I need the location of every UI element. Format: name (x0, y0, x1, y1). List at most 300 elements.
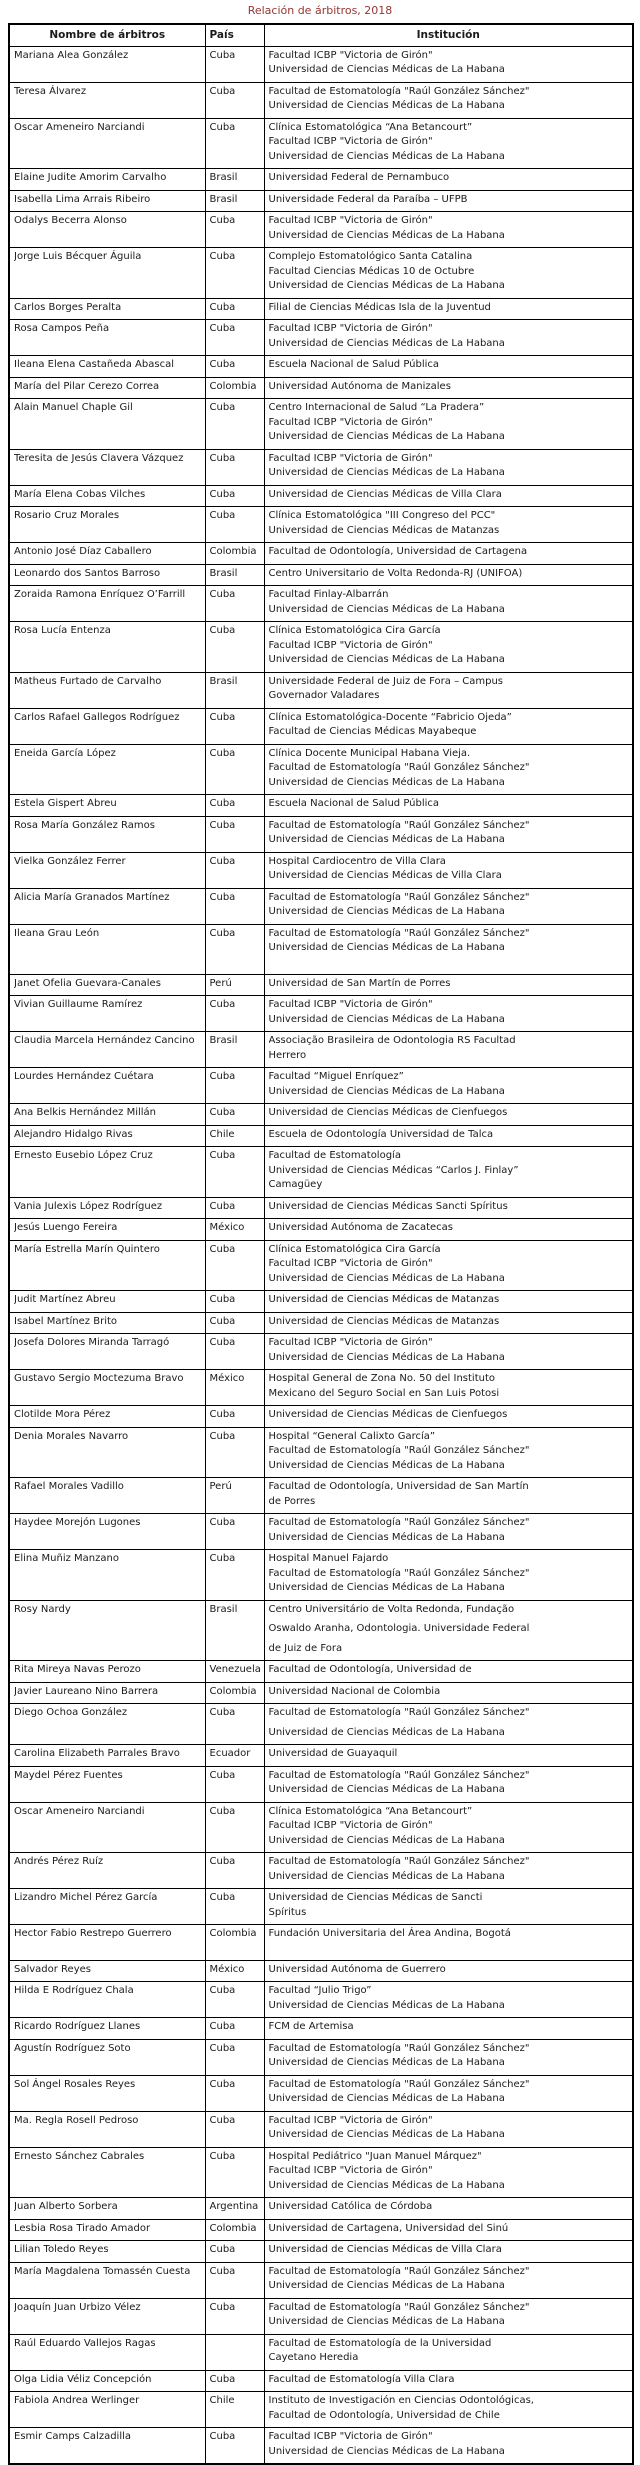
referee-country: Brasil (205, 169, 264, 191)
referee-country: Cuba (205, 1291, 264, 1313)
referee-name: Matheus Furtado de Carvalho (9, 672, 205, 708)
institution-line: Facultad de Estomatología "Raúl González Sánchez" (268, 927, 530, 939)
referee-country: Cuba (205, 1766, 264, 1802)
institution-line: Facultad de Ciencias Médicas Mayabeque (268, 726, 477, 737)
referee-name: Alain Manuel Chaple Gil (9, 399, 205, 450)
referee-country: Cuba (205, 1104, 264, 1126)
table-row (9, 507, 633, 543)
referee-country: Brasil (205, 672, 264, 708)
referee-name: Oscar Ameneiro Narciandi (9, 1802, 205, 1853)
referee-country: México (205, 1219, 264, 1241)
referee-country: Cuba (205, 1147, 264, 1198)
referee-name: Teresita de Jesús Clavera Vázquez (9, 449, 205, 485)
table-row (9, 816, 633, 852)
institution-line: Universidad de Ciencias Médicas de La Habana (268, 150, 505, 162)
referee-name: Maydel Pérez Fuentes (9, 1766, 205, 1802)
institution-line: Universidad de Ciencias Médicas de Cienfuegos (268, 1107, 508, 1118)
institution-line: Escuela Nacional de Salud Pública (268, 359, 440, 370)
institution-line: Centro Internacional de Salud “La Pradera” (268, 402, 485, 413)
table-row (9, 2219, 633, 2241)
table-row (9, 1960, 633, 1982)
institution-line: Facultad Finlay-Albarrán (268, 589, 389, 600)
institution-line: Facultad “Miguel Enríquez” (268, 1071, 404, 1082)
institution-line: Universidad de Ciencias Médicas de La Habana (268, 467, 505, 478)
institution-line: Universidad de San Martín de Porres (268, 977, 451, 989)
referee-name: Rosa Lucía Entenza (9, 622, 205, 673)
referee-country: Cuba (205, 1427, 264, 1478)
referee-country: Cuba (205, 320, 264, 356)
table-row (9, 1197, 633, 1219)
referee-country: Ecuador (205, 1745, 264, 1767)
institution-line: Spíritus (268, 1906, 307, 1918)
referee-name: Jorge Luis Bécquer Águila (9, 248, 205, 299)
institution-line: Universidad de Ciencias Médicas de La Habana (268, 1272, 505, 1284)
referee-name: Oscar Ameneiro Narciandi (9, 118, 205, 169)
institution-line: Facultad ICBP "Victoria de Girón" (268, 323, 433, 334)
referee-country: Argentina (205, 2198, 264, 2220)
table-row (9, 543, 633, 565)
referee-country: Cuba (205, 1704, 264, 1745)
referee-name: Gustavo Sergio Moctezuma Bravo (9, 1370, 205, 1406)
referee-name: Josefa Dolores Miranda Tarragó (9, 1334, 205, 1370)
referee-name: Eneida García López (9, 744, 205, 795)
referee-name: Andrés Pérez Ruíz (9, 1853, 205, 1889)
referees-table (8, 23, 634, 2465)
institution-line: Facultad ICBP "Victoria de Girón" (268, 1820, 433, 1831)
referee-name: Agustín Rodríguez Soto (9, 2039, 205, 2075)
referee-institution (264, 1478, 633, 1514)
referee-institution (264, 1802, 633, 1853)
referee-institution (264, 1147, 633, 1198)
institution-line: Facultad ICBP "Victoria de Girón" (268, 2114, 433, 2126)
table-row (9, 672, 633, 708)
referee-institution (264, 888, 633, 924)
referee-country: Cuba (205, 622, 264, 673)
referee-name: María Estrella Marín Quintero (9, 1240, 205, 1291)
institution-line: FCM de Artemisa (268, 2021, 354, 2032)
table-row (9, 1889, 633, 1925)
table-row (9, 2018, 633, 2040)
referee-country: Cuba (205, 2428, 264, 2465)
referee-institution (264, 1032, 633, 1068)
referee-country: Chile (205, 1125, 264, 1147)
referee-country: Cuba (205, 248, 264, 299)
institution-line: Universidad de Ciencias Médicas de La Habana (268, 2093, 505, 2104)
referee-institution (264, 1068, 633, 1104)
table-row (9, 2198, 633, 2220)
institution-line: Universidad de Ciencias Médicas “Carlos J. Finlay” (268, 1164, 519, 1176)
table-row (9, 82, 633, 118)
referee-name: Fabiola Andrea Werlinger (9, 2392, 205, 2428)
referee-country: Brasil (205, 1032, 264, 1068)
referee-institution (264, 996, 633, 1032)
referee-country: Perú (205, 1478, 264, 1514)
referee-name: Alicia María Granados Martínez (9, 888, 205, 924)
institution-line: Mexicano del Seguro Social en San Luis Potosi (268, 1387, 500, 1399)
table-row (9, 2241, 633, 2263)
referee-name: Ileana Grau León (9, 924, 205, 974)
table-row (9, 46, 633, 82)
institution-line: Universidad de Ciencias Médicas de Villa Clara (268, 488, 502, 500)
institution-line: Universidad de Ciencias Médicas de La Habana (268, 337, 505, 349)
referee-institution (264, 1661, 633, 1683)
referee-institution (264, 169, 633, 191)
institution-line: Facultad ICBP "Victoria de Girón" (268, 1337, 433, 1348)
referee-country: Cuba (205, 586, 264, 622)
referee-institution (264, 1925, 633, 1961)
institution-line: Universidad de Ciencias Médicas de La Habana (268, 64, 505, 75)
institution-line: Universidad Autónoma de Manizales (268, 380, 451, 392)
referee-institution (264, 212, 633, 248)
referee-country: Cuba (205, 924, 264, 974)
referee-institution (264, 543, 633, 565)
referee-country: Cuba (205, 356, 264, 378)
institution-line: Facultad de Estomatología de la Universidad (268, 2337, 492, 2349)
table-row (9, 1068, 633, 1104)
institution-line: Universidad Autónoma de Zacatecas (268, 1222, 454, 1233)
institution-line: Facultad de Estomatología "Raúl González Sánchez" (268, 2265, 530, 2277)
referee-institution (264, 46, 633, 82)
referee-country: Cuba (205, 1334, 264, 1370)
referee-institution (264, 672, 633, 708)
referee-name: Lizandro Michel Pérez García (9, 1889, 205, 1925)
institution-line: Universidad Católica de Córdoba (268, 2201, 433, 2212)
table-row (9, 1125, 633, 1147)
referee-name: Teresa Álvarez (9, 82, 205, 118)
table-row (9, 586, 633, 622)
referee-country: Cuba (205, 888, 264, 924)
table-row (9, 1982, 633, 2018)
referee-institution (264, 1704, 633, 1745)
referee-name: Sol Ángel Rosales Reyes (9, 2075, 205, 2111)
institution-line: Clínica Estomatológica Cira García (268, 1243, 441, 1255)
institution-line: Universidade Federal de Juiz de Fora – Campus (268, 675, 504, 687)
institution-line: Universidade Federal da Paraíba – UFPB (268, 193, 468, 205)
table-row (9, 1370, 633, 1406)
referee-name: María del Pilar Cerezo Correa (9, 377, 205, 399)
referee-name: Elaine Judite Amorim Carvalho (9, 169, 205, 191)
institution-line: Universidad Autónoma de Guerrero (268, 1963, 446, 1975)
referee-country: Cuba (205, 996, 264, 1032)
referee-institution (264, 2298, 633, 2334)
table-row (9, 1745, 633, 1767)
referee-institution (264, 1766, 633, 1802)
page-title: Relación de árbitros, 2018 (247, 4, 393, 17)
referee-name: Elina Muñiz Manzano (9, 1550, 205, 1601)
referee-name: Ana Belkis Hernández Millán (9, 1104, 205, 1126)
table-row (9, 1766, 633, 1802)
institution-line: Oswaldo Aranha, Odontologia. Universidade Federal (268, 1623, 530, 1634)
referee-country: Colombia (205, 1682, 264, 1704)
institution-line: Universidad de Ciencias Médicas de La Habana (268, 2445, 505, 2457)
table-row (9, 169, 633, 191)
institution-line: Clínica Docente Municipal Habana Vieja. (268, 747, 471, 759)
referee-institution (264, 622, 633, 673)
institution-line: Facultad de Estomatología "Raúl González Sánchez" (268, 1445, 530, 1456)
referee-country: Colombia (205, 543, 264, 565)
table-row (9, 2075, 633, 2111)
referee-institution (264, 190, 633, 212)
institution-line: Facultad de Estomatología "Raúl González Sánchez" (268, 1856, 530, 1867)
institution-line: Facultad ICBP "Victoria de Girón" (268, 639, 433, 651)
institution-line: Universidad de Ciencias Médicas de La Habana (268, 1999, 505, 2011)
referee-country: Cuba (205, 1406, 264, 1428)
referee-name: Estela Gispert Abreu (9, 795, 205, 817)
table-row (9, 1427, 633, 1478)
institution-line: Facultad de Estomatología "Raúl González Sánchez" (268, 2078, 530, 2090)
institution-line: Facultad de Estomatología "Raúl González Sánchez" (268, 85, 530, 97)
referee-country: Chile (205, 2392, 264, 2428)
institution-line: Universidad de Cartagena, Universidad del Sinú (268, 2222, 509, 2234)
table-row (9, 2334, 633, 2370)
referee-institution (264, 708, 633, 744)
referee-country: Cuba (205, 2111, 264, 2147)
referee-name: Rosy Nardy (9, 1600, 205, 1661)
table-body (9, 46, 633, 2464)
referee-country: Cuba (205, 795, 264, 817)
institution-line: Universidad de Ciencias Médicas de La Habana (268, 906, 505, 917)
institution-line: Universidad de Ciencias Médicas de La Habana (268, 1582, 505, 1593)
institution-line: Universidad de Ciencias Médicas de La Habana (268, 2316, 505, 2327)
institution-line: Instituto de Investigación en Ciencias Odontológicas, (268, 2395, 534, 2406)
institution-line: Universidad de Ciencias Médicas de La Habana (268, 1834, 505, 1846)
referee-name: Antonio José Díaz Caballero (9, 543, 205, 565)
institution-line: Universidad de Ciencias Médicas de La Habana (268, 1531, 505, 1543)
referee-country: Cuba (205, 2147, 264, 2198)
referee-country: Brasil (205, 564, 264, 586)
referee-institution (264, 564, 633, 586)
table-row (9, 449, 633, 485)
institution-line: Universidad de Ciencias Médicas de La Habana (268, 2129, 505, 2140)
institution-line: Universidad de Ciencias Médicas de Villa Clara (268, 870, 502, 881)
table-row (9, 212, 633, 248)
referee-country: Cuba (205, 2241, 264, 2263)
institution-line: Universidad de Ciencias Médicas de La Habana (268, 654, 505, 665)
referee-name: Rafael Morales Vadillo (9, 1478, 205, 1514)
referee-name: Joaquín Juan Urbizo Vélez (9, 2298, 205, 2334)
referee-name: Alejandro Hidalgo Rivas (9, 1125, 205, 1147)
table-row (9, 2039, 633, 2075)
institution-line: Facultad Ciencias Médicas 10 de Octubre (268, 265, 475, 277)
institution-line: Universidad de Ciencias Médicas de La Habana (268, 1870, 505, 1882)
referee-institution (264, 1600, 633, 1661)
institution-line: Facultad de Odontología, Universidad de San Martín (268, 1481, 529, 1492)
table-row (9, 320, 633, 356)
institution-line: Hospital General de Zona No. 50 del Instituto (268, 1373, 495, 1384)
referee-country (205, 2334, 264, 2370)
table-row (9, 1478, 633, 1514)
institution-line: Facultad ICBP "Victoria de Girón" (268, 452, 433, 464)
table-row (9, 298, 633, 320)
referee-institution (264, 298, 633, 320)
institution-line: Universidad de Ciencias Médicas de La Habana (268, 229, 505, 241)
institution-line: Universidad de Ciencias Médicas de Matanzas (268, 1294, 500, 1305)
referee-country: Cuba (205, 1068, 264, 1104)
table-row (9, 622, 633, 673)
institution-line: Universidad de Ciencias Médicas de La Habana (268, 431, 505, 442)
referee-institution (264, 1312, 633, 1334)
table-row (9, 1550, 633, 1601)
institution-line: Universidad de Ciencias Médicas de La Habana (268, 2280, 505, 2291)
referee-name: Judit Martínez Abreu (9, 1291, 205, 1313)
referee-institution (264, 1197, 633, 1219)
referee-institution (264, 816, 633, 852)
header-row (9, 24, 633, 46)
referee-institution (264, 2111, 633, 2147)
table-row (9, 888, 633, 924)
institution-line: Facultad ICBP "Victoria de Girón" (268, 136, 433, 147)
referee-country: Cuba (205, 212, 264, 248)
referee-institution (264, 744, 633, 795)
referee-country: Cuba (205, 744, 264, 795)
institution-line: Centro Universitario de Volta Redonda-RJ (UNIFOA) (268, 567, 523, 579)
institution-line: Herrero (268, 1049, 307, 1061)
referee-institution (264, 1334, 633, 1370)
referee-name: Olga Lidia Véliz Concepción (9, 2370, 205, 2392)
institution-line: Universidad de Guayaquil (268, 1748, 398, 1759)
table-row (9, 744, 633, 795)
referee-institution (264, 82, 633, 118)
referee-institution (264, 1370, 633, 1406)
referee-name: Hilda E Rodríguez Chala (9, 1982, 205, 2018)
referee-country: Cuba (205, 449, 264, 485)
table-row (9, 2147, 633, 2198)
referee-country: Cuba (205, 852, 264, 888)
referee-country: México (205, 1370, 264, 1406)
referee-country: Cuba (205, 82, 264, 118)
referee-country: Cuba (205, 1550, 264, 1601)
institution-line: Universidad de Ciencias Médicas de La Habana (268, 603, 505, 615)
referee-country: Cuba (205, 1853, 264, 1889)
referee-institution (264, 485, 633, 507)
referee-name: Isabel Martínez Brito (9, 1312, 205, 1334)
institution-line: Facultad de Estomatología "Raúl González Sánchez" (268, 1707, 530, 1718)
institution-line: Facultad de Estomatología "Raúl González Sánchez" (268, 2301, 530, 2313)
referee-name: Mariana Alea González (9, 46, 205, 82)
referee-name: Carlos Rafael Gallegos Rodríguez (9, 708, 205, 744)
col-header-institution: Institución (264, 24, 633, 46)
table-row (9, 356, 633, 378)
institution-line: Cayetano Heredia (268, 2352, 359, 2363)
institution-line: Clínica Estomatológica Cira García (268, 625, 441, 636)
table-row (9, 377, 633, 399)
institution-line: de Juiz de Fora (268, 1642, 343, 1654)
col-header-country: País (205, 24, 264, 46)
referee-name: Haydee Morejón Lugones (9, 1514, 205, 1550)
institution-line: Clínica Estomatológica "III Congreso del PCC" (268, 510, 496, 521)
referee-name: Hector Fabio Restrepo Guerrero (9, 1925, 205, 1961)
institution-line: Centro Universitário de Volta Redonda, Fundação (268, 1603, 515, 1615)
referee-name: María Magdalena Tomassén Cuesta (9, 2262, 205, 2298)
referee-institution (264, 1125, 633, 1147)
referee-institution (264, 2262, 633, 2298)
referee-country: Cuba (205, 2262, 264, 2298)
institution-line: Facultad de Odontología, Universidad de Cartagena (268, 546, 528, 557)
table-row (9, 1661, 633, 1683)
referee-institution (264, 1427, 633, 1478)
referee-institution (264, 795, 633, 817)
referee-name: Isabella Lima Arrais Ribeiro (9, 190, 205, 212)
table-row (9, 1853, 633, 1889)
table-row (9, 1514, 633, 1550)
referee-institution (264, 2039, 633, 2075)
referee-name: Clotilde Mora Pérez (9, 1406, 205, 1428)
table-row (9, 2428, 633, 2465)
institution-line: Universidad de Ciencias Médicas de Matanzas (268, 524, 500, 536)
table-row (9, 996, 633, 1032)
referee-name: Ernesto Sánchez Cabrales (9, 2147, 205, 2198)
institution-line: Facultad de Estomatología "Raúl González Sánchez" (268, 1567, 530, 1579)
referee-institution (264, 377, 633, 399)
institution-line: Facultad “Julio Trigo” (268, 1985, 372, 1996)
institution-line: Escuela de Odontología Universidad de Talca (268, 1128, 494, 1140)
referee-institution (264, 2075, 633, 2111)
referee-country: Cuba (205, 2370, 264, 2392)
referee-institution (264, 1982, 633, 2018)
table-row (9, 924, 633, 974)
institution-line: Universidad de Ciencias Médicas de La Habana (268, 942, 505, 953)
referee-country: Cuba (205, 1197, 264, 1219)
referee-name: Leonardo dos Santos Barroso (9, 564, 205, 586)
referee-country: Brasil (205, 1600, 264, 1661)
referee-institution (264, 1514, 633, 1550)
referee-name: Jesús Luengo Fereira (9, 1219, 205, 1241)
referee-country: Colombia (205, 2219, 264, 2241)
table-row (9, 795, 633, 817)
referee-institution (264, 1853, 633, 1889)
referee-institution (264, 320, 633, 356)
table-row (9, 2392, 633, 2428)
institution-line: de Porres (268, 1495, 316, 1507)
institution-line: Clínica Estomatológica “Ana Betancourt” (268, 1805, 473, 1817)
table-row (9, 1925, 633, 1961)
institution-line: Hospital Manuel Fajardo (268, 1553, 389, 1564)
referee-country: Perú (205, 974, 264, 996)
referee-institution (264, 507, 633, 543)
institution-line: Universidad de Ciencias Médicas de Sancti (268, 1892, 483, 1903)
referee-name: Lesbia Rosa Tirado Amador (9, 2219, 205, 2241)
institution-line: Universidad de Ciencias Médicas de Villa Clara (268, 2244, 502, 2255)
institution-line: Facultad ICBP "Victoria de Girón" (268, 1258, 433, 1269)
referee-country: Cuba (205, 1312, 264, 1334)
table-row (9, 1147, 633, 1198)
institution-line: Associação Brasileira de Odontologia RS Facultad (268, 1035, 516, 1046)
table-row (9, 1104, 633, 1126)
referee-name: Ricardo Rodríguez Llanes (9, 2018, 205, 2040)
table-row (9, 1704, 633, 1745)
referee-name: Ileana Elena Castañeda Abascal (9, 356, 205, 378)
referee-name: Zoraida Ramona Enríquez O’Farrill (9, 586, 205, 622)
institution-line: Universidad de Ciencias Médicas de La Habana (268, 1726, 505, 1738)
table-row (9, 1334, 633, 1370)
referee-country: Cuba (205, 485, 264, 507)
institution-line: Facultad ICBP "Victoria de Girón" (268, 215, 433, 226)
referee-name: Vielka González Ferrer (9, 852, 205, 888)
referee-name: Lilian Toledo Reyes (9, 2241, 205, 2263)
referee-country: Cuba (205, 2075, 264, 2111)
institution-line: Universidad de Ciencias Médicas de La Habana (268, 1351, 505, 1363)
table-row (9, 1406, 633, 1428)
referee-country: Colombia (205, 1925, 264, 1961)
institution-line: Facultad ICBP "Victoria de Girón" (268, 2165, 433, 2176)
table-row (9, 2262, 633, 2298)
referee-name: Rosario Cruz Morales (9, 507, 205, 543)
institution-line: Universidad de Ciencias Médicas de La Habana (268, 776, 505, 788)
referee-country: Cuba (205, 816, 264, 852)
institution-line: Facultad ICBP "Victoria de Girón" (268, 49, 433, 61)
institution-line: Complejo Estomatológico Santa Catalina (268, 251, 473, 262)
referee-institution (264, 2428, 633, 2465)
